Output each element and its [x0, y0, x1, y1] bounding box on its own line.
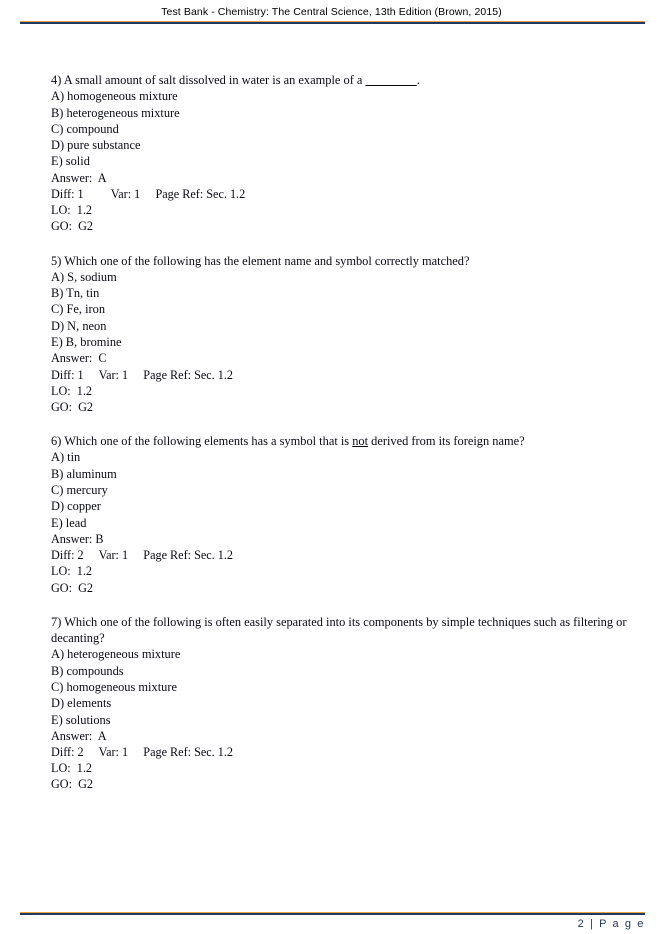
answer-key-line: Answer: C [51, 351, 107, 366]
question-stem-emphasis: not [352, 434, 369, 449]
header-title: Test Bank - Chemistry: The Central Science, 13th Edition (Brown, 2015) [161, 6, 502, 18]
difficulty-meta-line: Diff: 1 Var: 1 Page Ref: Sec. 1.2 [51, 367, 233, 382]
page-number-label: 2 | P a g e [577, 918, 645, 930]
answer-key-line: Answer: A [51, 170, 107, 185]
answer-option: D) elements [51, 696, 112, 711]
page-header [0, 0, 663, 30]
answer-option: A) homogeneous mixture [51, 89, 178, 104]
page-footer [0, 918, 663, 934]
answer-option: A) heterogeneous mixture [51, 647, 181, 662]
answer-key-line: Answer: A [51, 728, 107, 743]
header-rule-bottom-line [20, 22, 645, 23]
header-divider-rule [20, 21, 645, 24]
answer-option: B) compounds [51, 663, 124, 678]
question-block [51, 433, 631, 596]
question-block [51, 253, 631, 416]
answer-option: C) Fe, iron [51, 302, 106, 317]
question-stem-tail: derived from its foreign name? [368, 434, 525, 449]
answer-option: E) lead [51, 515, 87, 530]
question-stem-tail: . [416, 73, 420, 87]
document-body [51, 72, 631, 793]
difficulty-meta-line: Diff: 2 Var: 1 Page Ref: Sec. 1.2 [51, 548, 233, 563]
learning-objective-line: LO: 1.2 [51, 383, 92, 398]
global-outcome-line: GO: G2 [51, 580, 93, 595]
answer-option: B) Tn, tin [51, 286, 100, 301]
question-stem-text: 6) Which one of the following elements has a symbol that is [51, 434, 353, 449]
answer-option: B) heterogeneous mixture [51, 105, 180, 120]
answer-option: E) B, bromine [51, 335, 122, 350]
question-stem [51, 72, 631, 88]
difficulty-meta-line: Diff: 2 Var: 1 Page Ref: Sec. 1.2 [51, 745, 233, 760]
answer-option: C) homogeneous mixture [51, 679, 177, 694]
answer-key-line: Answer: B [51, 531, 104, 546]
footer-rule-bottom-line [20, 913, 645, 914]
learning-objective-line: LO: 1.2 [51, 564, 92, 579]
question-stem: 7) Which one of the following is often easily separated into its components by simple techniques such as filtering or decanting? [51, 614, 627, 646]
question-stem [51, 433, 631, 449]
answer-option: C) compound [51, 121, 119, 136]
answer-option: D) N, neon [51, 318, 107, 333]
question-block [51, 614, 631, 793]
answer-option: E) solid [51, 154, 90, 169]
global-outcome-line: GO: G2 [51, 219, 93, 234]
question-stem: 5) Which one of the following has the element name and symbol correctly matched? [51, 253, 470, 268]
global-outcome-line: GO: G2 [51, 777, 93, 792]
answer-option: D) copper [51, 499, 101, 514]
fill-in-blank: ________ [365, 73, 417, 87]
global-outcome-line: GO: G2 [51, 399, 93, 414]
answer-option: A) S, sodium [51, 269, 117, 284]
question-block [51, 72, 631, 235]
question-stem-text: 4) A small amount of salt dissolved in water is an example of a [51, 73, 366, 87]
footer-divider-rule [20, 912, 645, 915]
answer-option: C) mercury [51, 483, 108, 498]
answer-option: D) pure substance [51, 138, 141, 153]
answer-option: B) aluminum [51, 466, 117, 481]
learning-objective-line: LO: 1.2 [51, 203, 92, 218]
learning-objective-line: LO: 1.2 [51, 761, 92, 776]
answer-option: A) tin [51, 450, 81, 465]
difficulty-meta-line: Diff: 1 Var: 1 Page Ref: Sec. 1.2 [51, 186, 246, 201]
answer-option: E) solutions [51, 712, 111, 727]
